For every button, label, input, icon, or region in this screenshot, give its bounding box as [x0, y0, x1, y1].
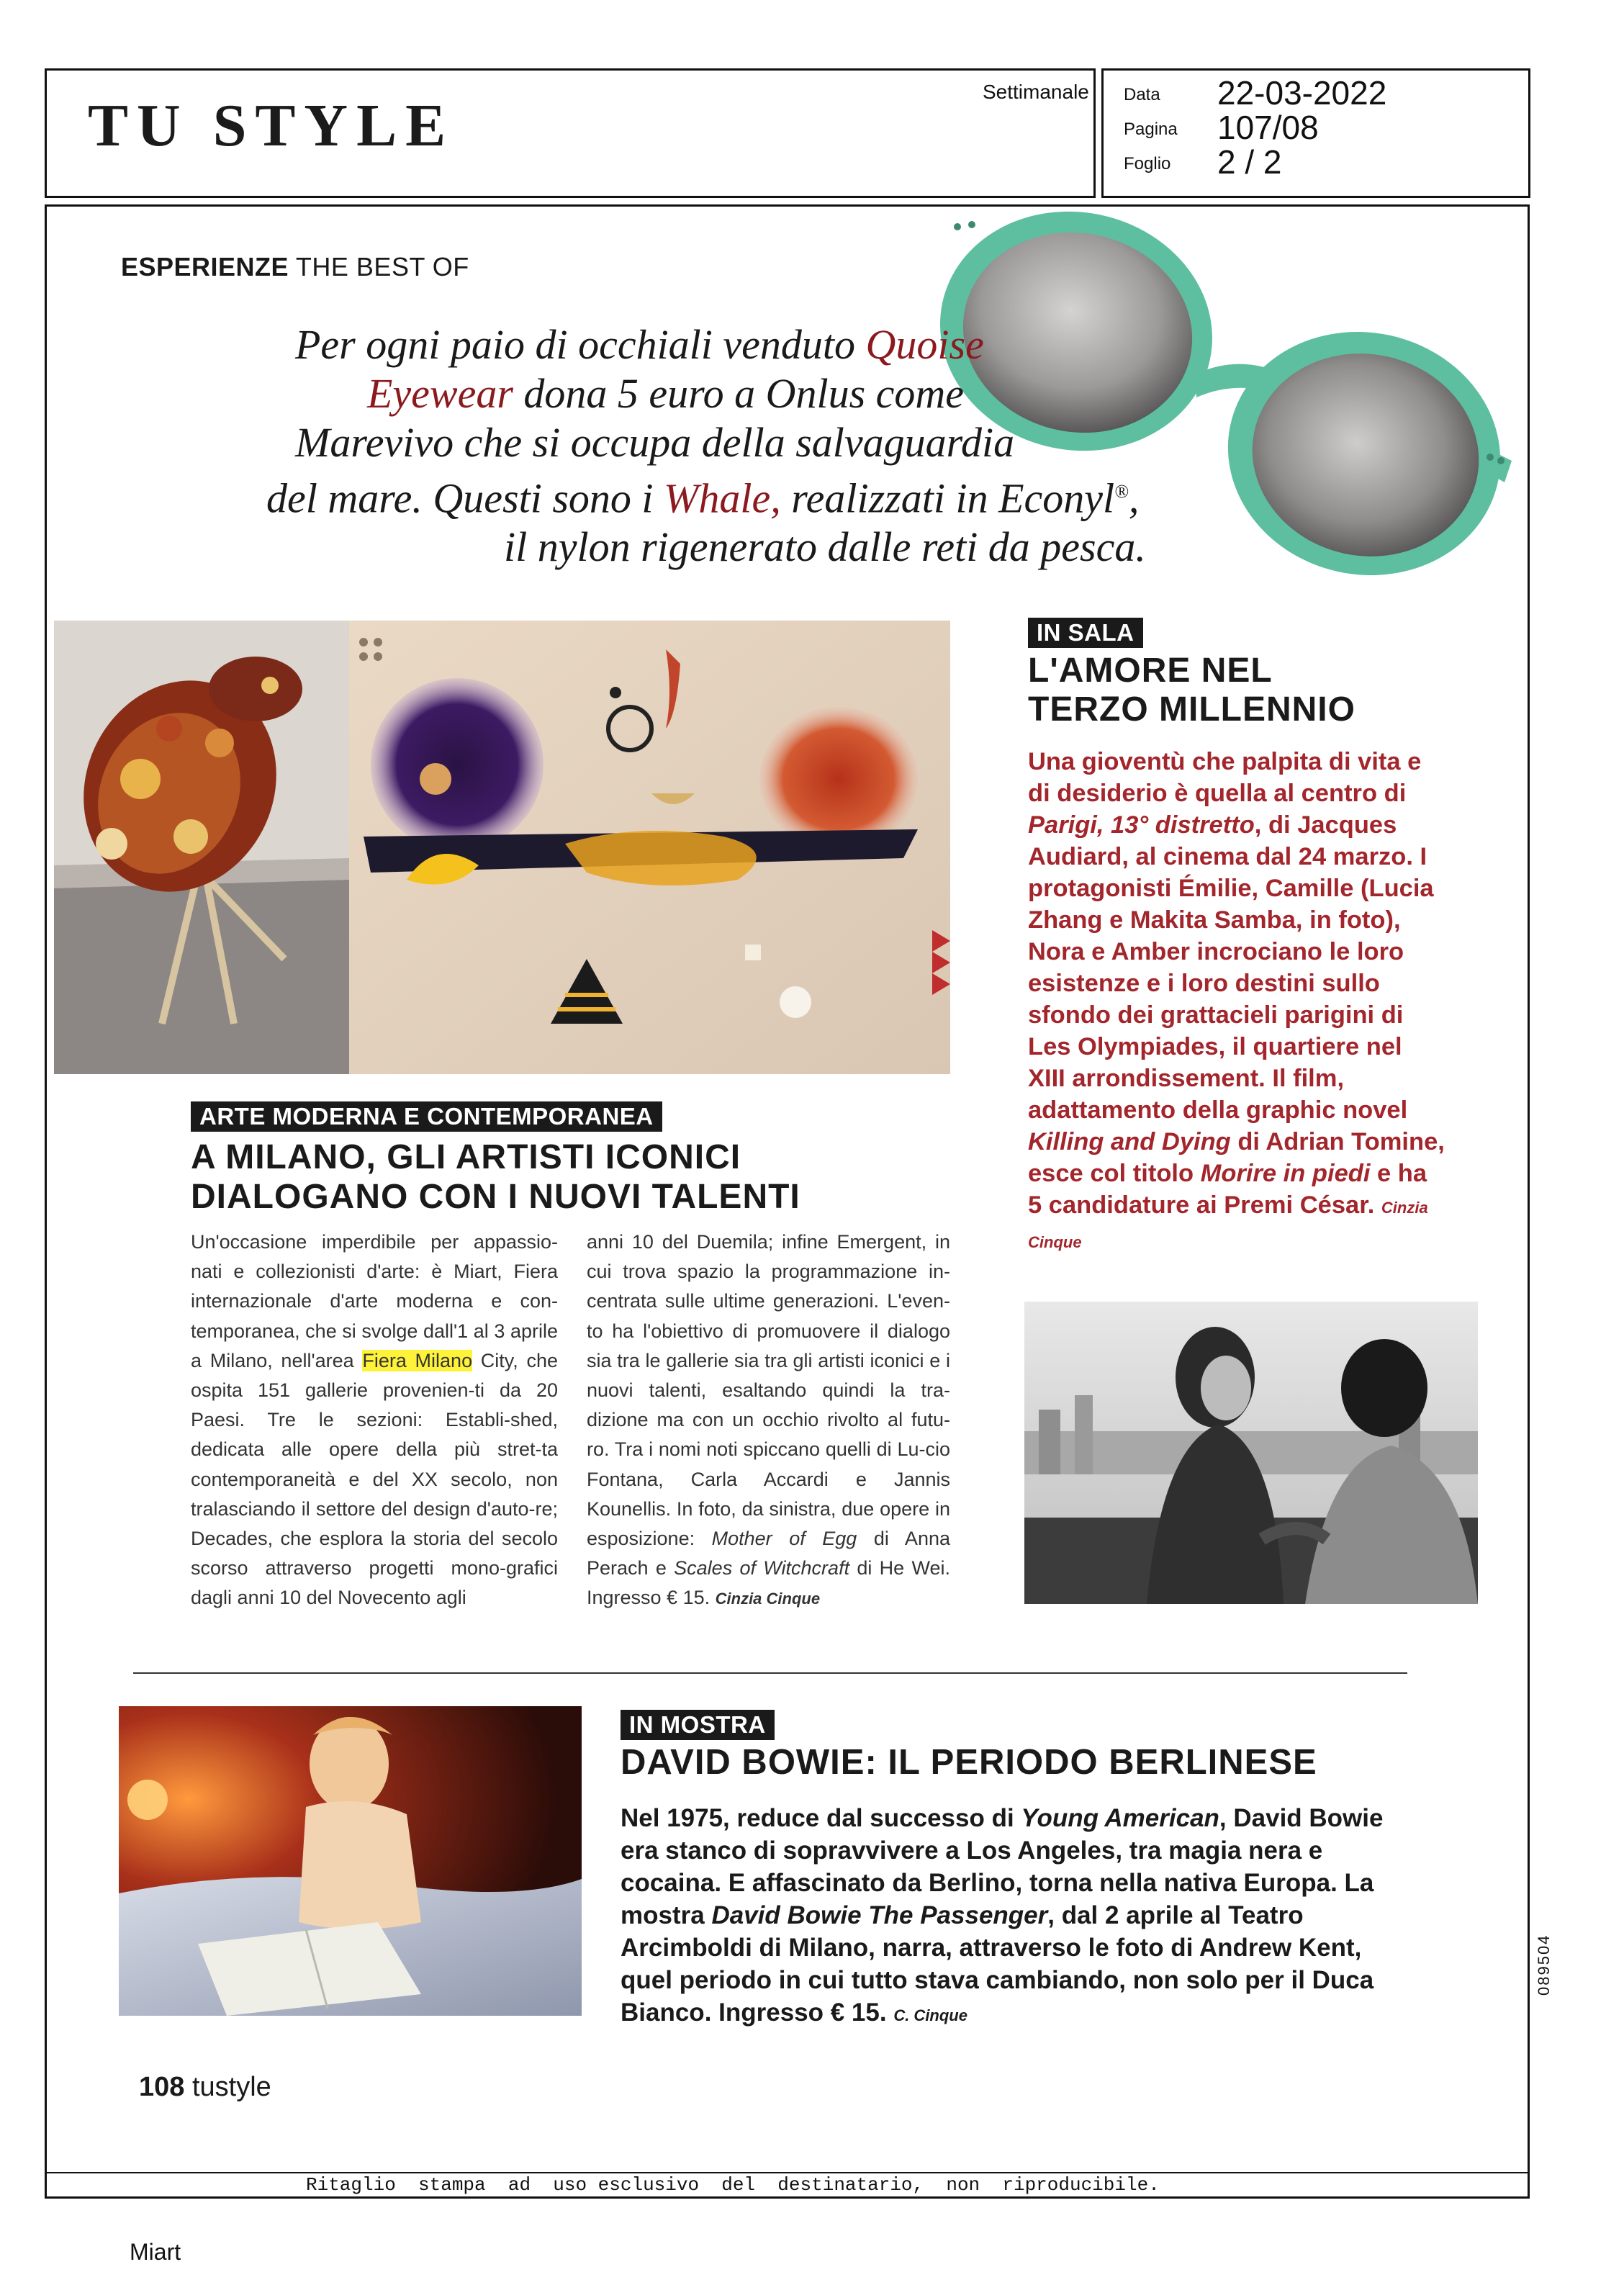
registered-mark: ® — [1114, 481, 1129, 502]
magazine-name: tustyle — [191, 2072, 271, 2102]
publication-type: Settimanale — [983, 81, 1089, 103]
quote-line-1 — [238, 320, 1173, 369]
bowie-body — [621, 1802, 1420, 2032]
album-title: Young American — [1021, 1804, 1219, 1832]
quote-line-3: Marevivo che si occupa della salvaguardia — [295, 419, 1015, 466]
author-signature: Cinzia Cinque — [1028, 1199, 1428, 1251]
bowie-photo — [119, 1706, 582, 2016]
quote-product: Whale, — [664, 474, 781, 522]
cinema-text: , di Jacques Audiard, al cinema dal 24 marzo. I protagonisti Émilie, Camille (Lucia Zhang e Makita Samba, in foto), Nora e Amber incrociano le loro esistenze e i loro destini sullo sfondo dei grattacieli parigini di Les Olympiades, il quartiere nel XIII arrondissement. Il film, adattamento della graphic novel — [1028, 811, 1434, 1124]
cinema-text: di Adrian Tomine, esce col titolo — [1028, 1128, 1445, 1187]
highlight-fiera-milano: Fiera Milano — [362, 1349, 473, 1371]
art-body-text: di Anna Perach e — [587, 1528, 950, 1579]
art-headline-line-1: A MILANO, GLI ARTISTI ICONICI — [191, 1138, 741, 1176]
bowie-text: Nel 1975, reduce dal successo di — [621, 1804, 1021, 1832]
page-value: 107/08 — [1217, 109, 1319, 146]
cinema-headline-line-2: TERZO MILLENNIO — [1028, 690, 1355, 729]
clip-notice-rule — [45, 2172, 1530, 2173]
quote-text: Per ogni paio di occhiali venduto — [295, 321, 866, 368]
bowie-text: , dal 2 aprile al Teatro Arcimboldi di Milano, narra, attraverso le foto di Andrew Kent, quel periodo in cui tutto stava cambiando, non solo per il Duca Bianco. Ingresso € 15. — [621, 1901, 1374, 2027]
bowie-text: , David Bowie era stanco di sopravvivere a Los Angeles, tra magia nera e cocaina. E affascinato da Berlino, torna nella nativa Europa. La mostra — [621, 1804, 1384, 1929]
page-footer — [139, 2072, 271, 2103]
quote-text: del mare. Questi sono i — [266, 474, 664, 522]
artwork-title: Mother of Egg — [711, 1528, 857, 1550]
quote-line-4 — [238, 467, 1173, 523]
cinema-section-tag: IN SALA — [1028, 618, 1143, 648]
art-photo-bird-sculpture — [54, 621, 349, 1074]
film-title-italian: Morire in piedi — [1200, 1160, 1371, 1187]
art-headline — [191, 1137, 800, 1217]
page-label: Pagina — [1124, 120, 1178, 139]
kicker-bold: ESPERIENZE — [121, 252, 289, 281]
date-label: Data — [1124, 85, 1160, 104]
art-section-tag: ARTE MODERNA E CONTEMPORANEA — [191, 1101, 662, 1132]
sheet-label: Foglio — [1124, 154, 1171, 173]
header-meta-box — [1101, 68, 1530, 198]
side-code: 089504 — [1535, 1934, 1553, 1996]
art-headline-line-2: DIALOGANO CON I NUOVI TALENTI — [191, 1178, 800, 1216]
novel-title: Killing and Dying — [1028, 1128, 1231, 1155]
page-number: 108 — [139, 2072, 185, 2102]
quote-line-2 — [238, 369, 1173, 418]
artwork-title: Scales of Witchcraft — [674, 1557, 850, 1579]
cinema-headline-line-1: L'AMORE NEL — [1028, 652, 1273, 690]
art-photo-painting — [349, 621, 950, 1074]
section-divider — [133, 1672, 1407, 1674]
cinema-headline — [1028, 652, 1355, 729]
cinema-body — [1028, 746, 1445, 1258]
quote-text: , — [1128, 474, 1140, 522]
art-body-text: di He Wei. Ingresso € 15. — [587, 1557, 950, 1609]
quote-block — [238, 320, 1173, 572]
art-body-text: City, che ospita 151 gallerie provenien-ti da 20 Paesi. Tre le sezioni: Establi-shed, dedicata alle opere della più stret-ta contemporaneità e del XX secolo, non tralasciando il settore del design d'auto-re; Decades, che esplora la storia del secolo scorso attraverso progetti mono-grafici dagli anni 10 del Novecento agli — [191, 1349, 558, 1609]
brand-title: TU STYLE — [88, 92, 455, 159]
date-value: 22-03-2022 — [1217, 74, 1387, 112]
author-signature: C. Cinque — [893, 2006, 967, 2024]
header-brand-box — [45, 68, 1096, 198]
film-title: Parigi, 13° distretto — [1028, 811, 1255, 839]
exhibition-title: David Bowie The Passenger — [711, 1901, 1048, 1929]
quote-text: dona 5 euro a Onlus come — [513, 370, 965, 417]
art-body-column-1 — [191, 1227, 558, 1613]
art-body-text: Un'occasione imperdibile per appassio-nati e collezionisti d'arte: è Miart, Fiera internazionale d'arte moderna e con-temporanea, che si svolge dall'1 al 3 aprile a Milano, nell'area — [191, 1231, 558, 1371]
bottom-caption: Miart — [130, 2239, 181, 2265]
quote-brand-2: Eyewear — [367, 370, 513, 417]
cinema-text: e ha 5 candidature ai Premi César. — [1028, 1160, 1427, 1219]
section-kicker — [121, 252, 469, 282]
sheet-value: 2 / 2 — [1217, 143, 1282, 181]
kicker-rest: THE BEST OF — [289, 252, 469, 281]
clip-notice: Ritaglio stampa ad uso esclusivo del destinatario, non riproducibile. — [306, 2174, 1160, 2196]
bowie-headline: DAVID BOWIE: IL PERIODO BERLINESE — [621, 1743, 1317, 1782]
quote-line-5: il nylon rigenerato dalle reti da pesca. — [504, 523, 1146, 571]
cinema-film-still — [1024, 1302, 1478, 1604]
quote-text: realizzati in Econyl — [780, 474, 1115, 522]
art-body-column-2 — [587, 1227, 950, 1614]
bowie-section-tag: IN MOSTRA — [621, 1710, 775, 1740]
cinema-text: Una gioventù che palpita di vita e di desiderio è quella al centro di — [1028, 748, 1422, 807]
art-body-text: anni 10 del Duemila; infine Emergent, in cui trova spazio la programmazione in-centrata sulle ultime generazioni. L'even-to ha l'obiettivo di promuovere il dialogo sia tra le gallerie sia tra gli artisti iconici e i nuovi talenti, esaltando quindi la tra-dizione ma con un occhio rivolto al futu-ro. Tra i nomi noti spiccano quelli di Lu-cio Fontana, Carla Accardi e Jannis Kounellis. In foto, da sinistra, due opere in esposizione: — [587, 1231, 950, 1550]
quote-brand: Quoise — [865, 321, 984, 368]
author-signature: Cinzia Cinque — [715, 1590, 821, 1608]
